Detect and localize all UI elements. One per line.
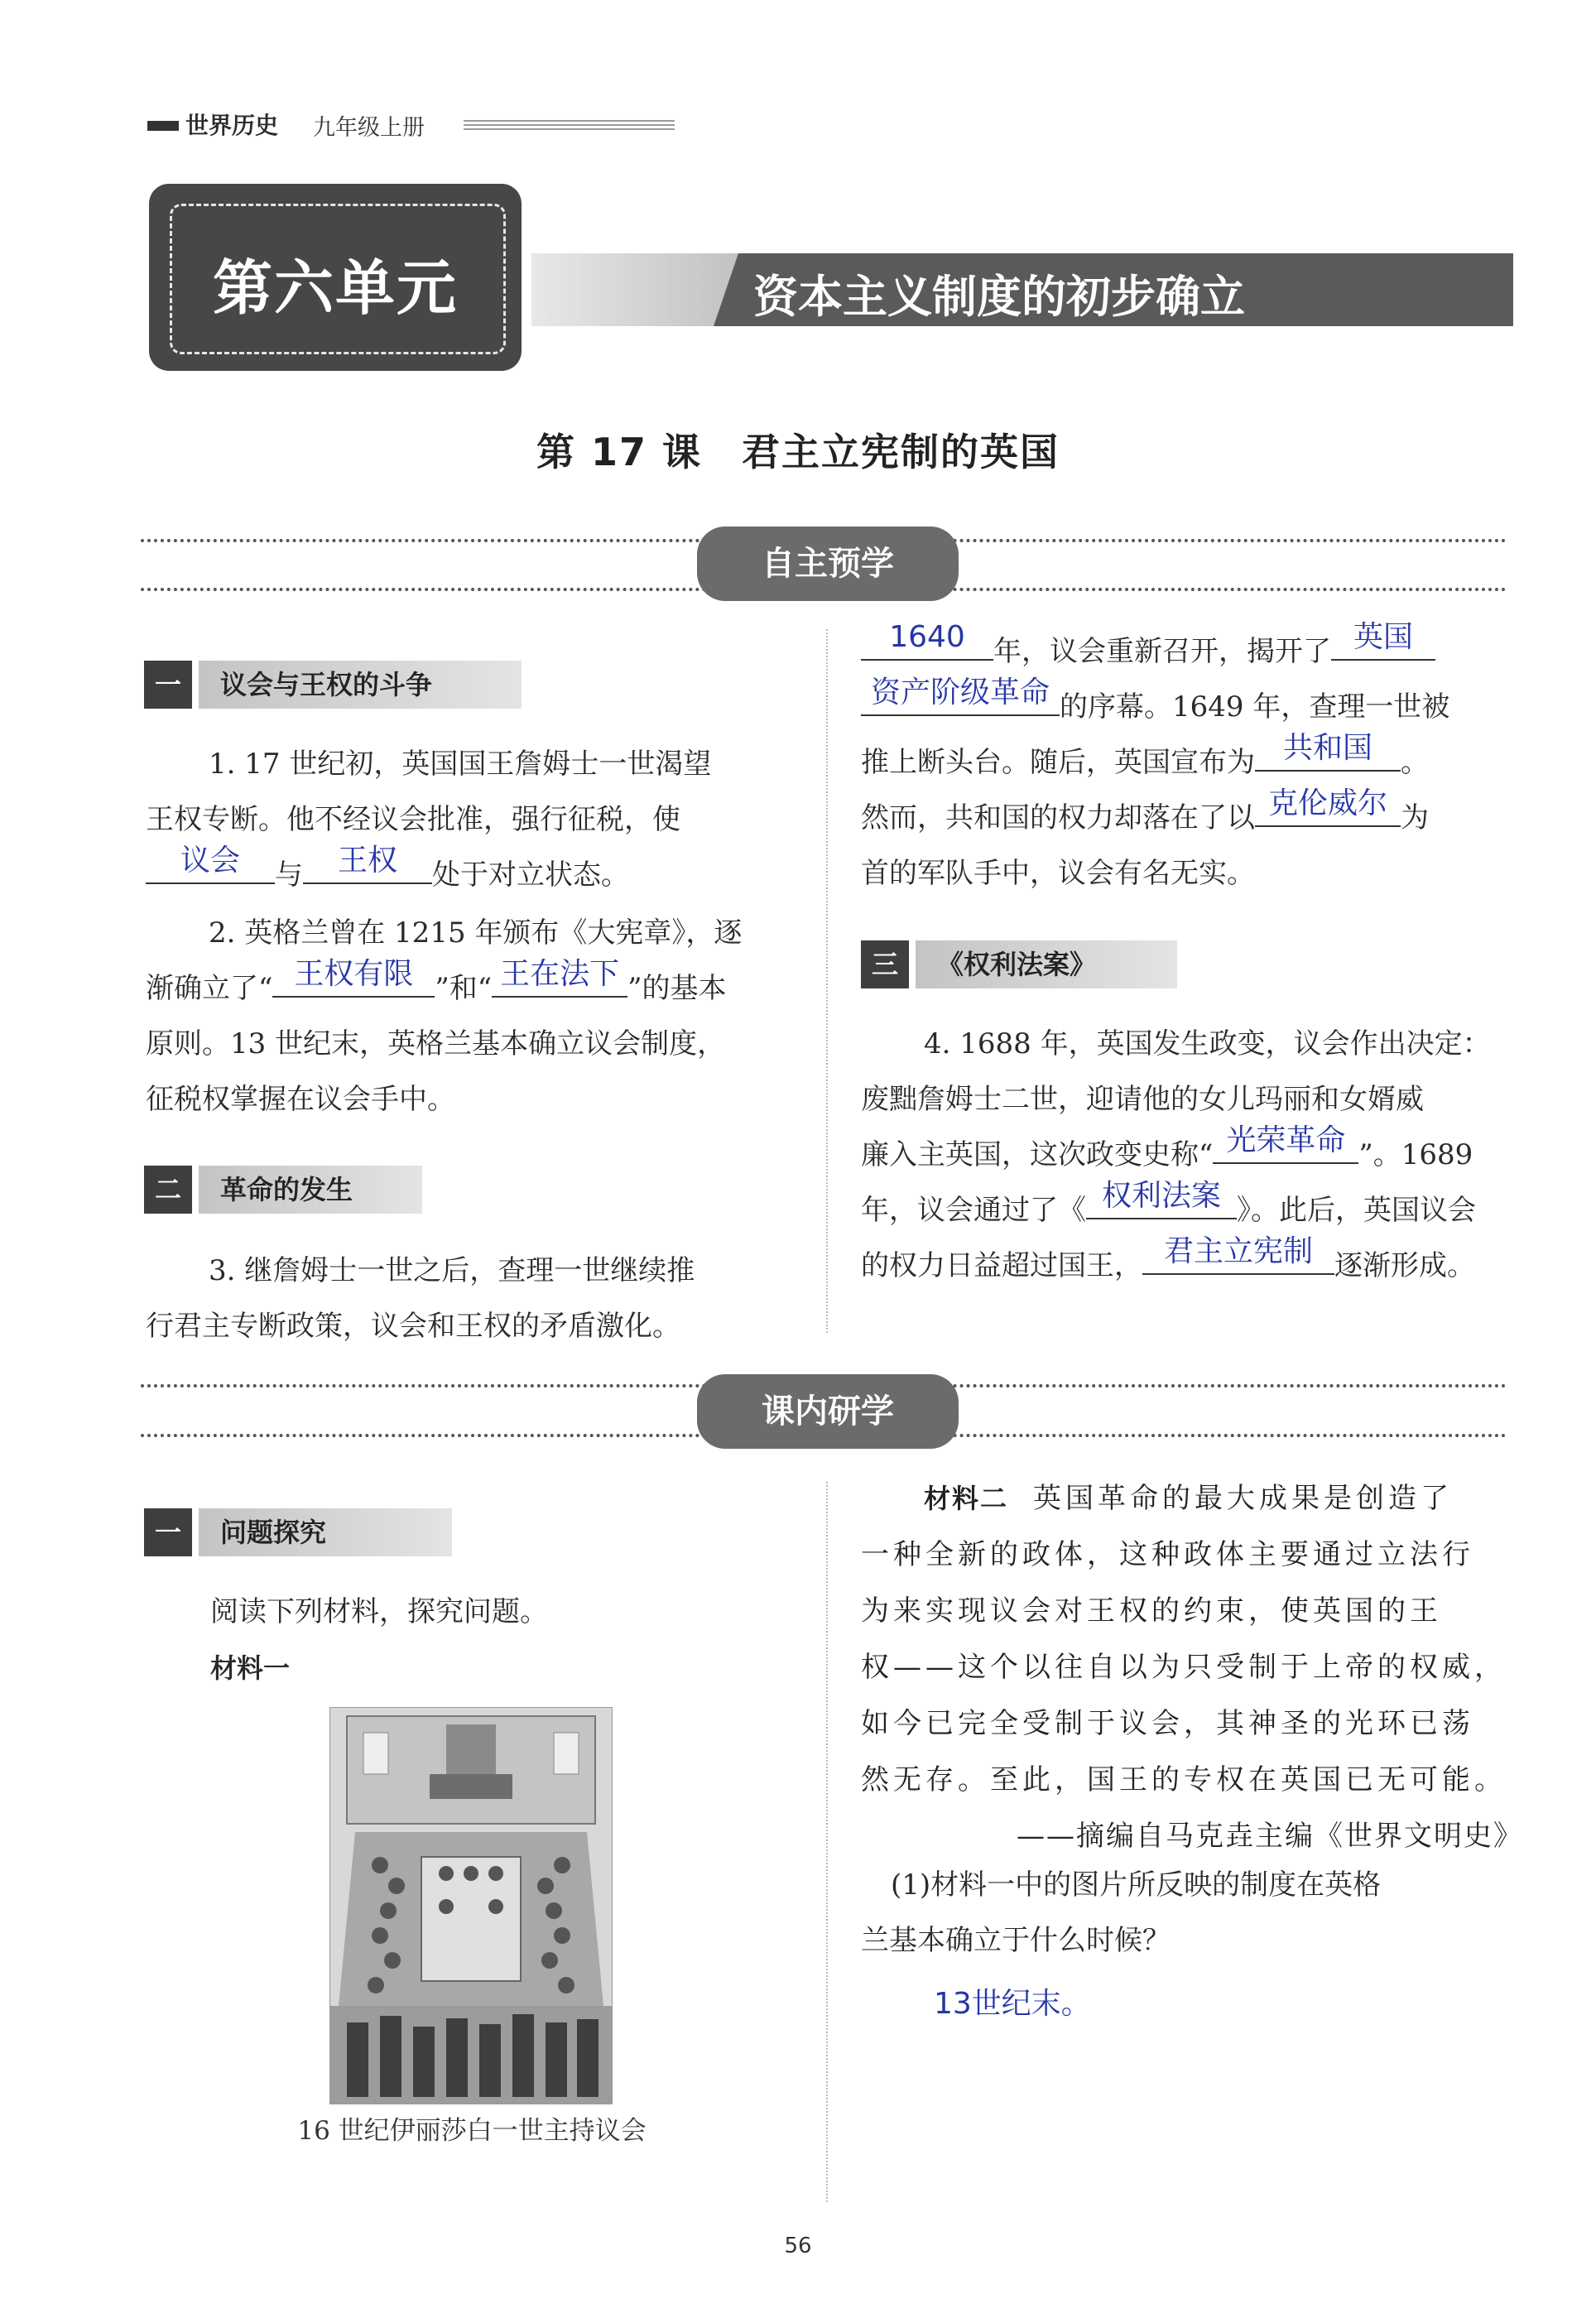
text-line [861,1179,1523,1238]
unit-label: 第六单元 [212,253,458,323]
header-grade: 九年级上册 [313,115,425,141]
text-line: 兰基本确立于什么时候？ [861,1924,1171,1957]
text-line [861,1470,1523,1527]
question-2 [146,906,800,1128]
text-line: 4. 1688 年，英国发生政变，议会作出决定： [924,1027,1491,1060]
answer-blank[interactable] [1255,786,1401,827]
answer-blank[interactable] [1213,1123,1358,1164]
text-line [146,957,800,1017]
header-bar-mark [147,121,179,131]
text-span: 的序幕。1649 年，查理一世被 [1060,690,1450,724]
text-span: 年，议会通过了《 [861,1194,1086,1227]
text-span: 推上断头台。随后，英国宣布为 [861,746,1255,779]
section-number: 一 [144,1508,192,1556]
section-title: 议会与王权的斗争 [220,669,433,700]
material-1-label: 材料一 [210,1652,291,1684]
text-span: 与 [275,858,303,892]
text-span: 廉入主英国，这次政变史称“ [861,1138,1214,1171]
column-divider [826,629,828,1333]
lesson-title: 第 17 课 君主立宪制的英国 [536,430,1060,474]
question-4 [861,1017,1523,1294]
text-line: 行君主专断政策，议会和王权的矛盾激化。 [146,1310,680,1343]
column-divider [826,1482,828,2202]
text-span: 年，议会重新召开，揭开了 [993,635,1331,668]
page-number: 56 [784,2234,812,2258]
question-1 [146,737,800,903]
text-line: 首的军队手中，议会有名无实。 [861,857,1255,890]
unit-title: 资本主义制度的初步确立 [753,271,1245,323]
text-span: 的权力日益超过国王， [861,1249,1142,1282]
text-line [861,1123,1523,1183]
answer-blank[interactable] [146,844,275,884]
text-span: 为 [1401,801,1429,834]
text-line: 如今已完全受制于议会，其神圣的光环已荡 [861,1707,1474,1740]
text-line [146,844,800,903]
section-title: 革命的发生 [220,1174,353,1205]
answer-blank[interactable] [1255,731,1401,772]
text-line: 然无存。至此，国王的专权在英国已无可能。 [861,1763,1507,1796]
handwritten-answer: 英国 [1353,620,1413,654]
section-title: 问题探究 [220,1517,327,1548]
text-span: 渐确立了“ [146,972,273,1005]
question-q1 [861,1858,1523,1969]
handwritten-answer: 1640 [889,620,965,654]
intro-text: 阅读下列材料，探究问题。 [210,1595,548,1628]
text-line [861,731,1523,791]
text-span: ”的基本 [627,972,727,1005]
text-span: 然而，共和国的权力却落在了以 [861,801,1255,834]
text-span: 。 [1401,746,1429,779]
unit-title-strip-highlight [531,253,738,326]
text-line: 为来实现议会对王权的约束，使英国的王 [861,1594,1442,1628]
text-span: 英国革命的最大成果是创造了 [1033,1482,1454,1515]
section-number: 二 [144,1166,192,1214]
answer-blank[interactable] [1086,1179,1237,1219]
section-header-3 [861,940,1209,988]
material-2 [861,1470,1523,1864]
answer-blank[interactable] [303,844,432,884]
text-span: 逐渐形成。 [1334,1249,1475,1282]
handwritten-answer: 共和国 [1282,731,1372,765]
answer-blank[interactable] [1142,1234,1334,1275]
text-line [861,676,1523,735]
answer-blank[interactable] [861,620,993,661]
handwritten-answer: 王权有限 [294,957,414,991]
section-pill-study: 课内研学 [697,1374,959,1449]
image-caption: 16 世纪伊丽莎白一世主持议会 [297,2116,647,2146]
text-line: 征税权掌握在议会手中。 [146,1083,455,1116]
header-subject: 世界历史 [185,112,279,139]
answer-blank[interactable] [492,957,627,998]
section-number: 三 [861,940,909,988]
question-3-part-b [861,620,1523,902]
parliament-engraving-image [329,1707,613,2104]
text-line: 1. 17 世纪初，英国国王詹姆士一世渴望 [209,748,712,781]
text-line: 2. 英格兰曾在 1215 年颁布《大宪章》，逐 [209,916,743,950]
answer-blank[interactable] [861,676,1060,716]
handwritten-answer: 权利法案 [1101,1179,1221,1213]
text-line [861,620,1523,680]
text-span: 处于对立状态。 [432,858,629,892]
text-line: (1)材料一中的图片所反映的制度在英格 [891,1868,1382,1902]
text-line: 权——这个以往自以为只受制于上帝的权威， [861,1651,1507,1684]
handwritten-answer: 王在法下 [500,957,620,991]
section-title: 《权利法案》 [937,949,1097,980]
material-2-source: ——摘编自马克垚主编《世界文明史》 [1017,1820,1523,1853]
section-header-4 [144,1508,508,1556]
text-line: 3. 继詹姆士一世之后，查理一世继续推 [209,1254,695,1287]
section-header-1 [144,661,525,709]
section-pill-preview: 自主预学 [697,527,959,601]
handwritten-answer: 光荣革命 [1226,1123,1346,1157]
section-number: 一 [144,661,192,709]
answer-blank[interactable] [1331,620,1435,661]
text-line: 原则。13 世纪末，英格兰基本确立议会制度， [146,1027,726,1060]
handwritten-answer: 王权 [337,844,397,878]
text-line: 一种全新的政体，这种政体主要通过立法行 [861,1538,1474,1571]
handwritten-answer: 君主立宪制 [1163,1234,1313,1268]
text-span: ”和“ [435,972,493,1005]
text-line: 废黜詹姆士二世，迎请他的女儿玛丽和女婿威 [861,1083,1424,1116]
material-2-label: 材料二 [924,1483,1009,1514]
text-line [861,1234,1523,1294]
text-line [861,786,1523,846]
handwritten-answer: 克伦威尔 [1267,786,1387,820]
handwritten-answer: 议会 [180,844,240,878]
text-line: 王权专断。他不经议会批准，强行征税，使 [146,803,680,836]
question-3-part-a [146,1243,800,1354]
text-span: 》。此后，英国议会 [1237,1194,1476,1227]
handwritten-answer: 资产阶级革命 [870,676,1050,709]
section-header-2 [144,1166,525,1214]
text-span: ”。1689 [1358,1138,1473,1171]
header-rule-lines [464,120,675,132]
answer-blank[interactable] [272,957,435,998]
handwritten-answer: 13世纪末。 [934,1987,1091,2021]
